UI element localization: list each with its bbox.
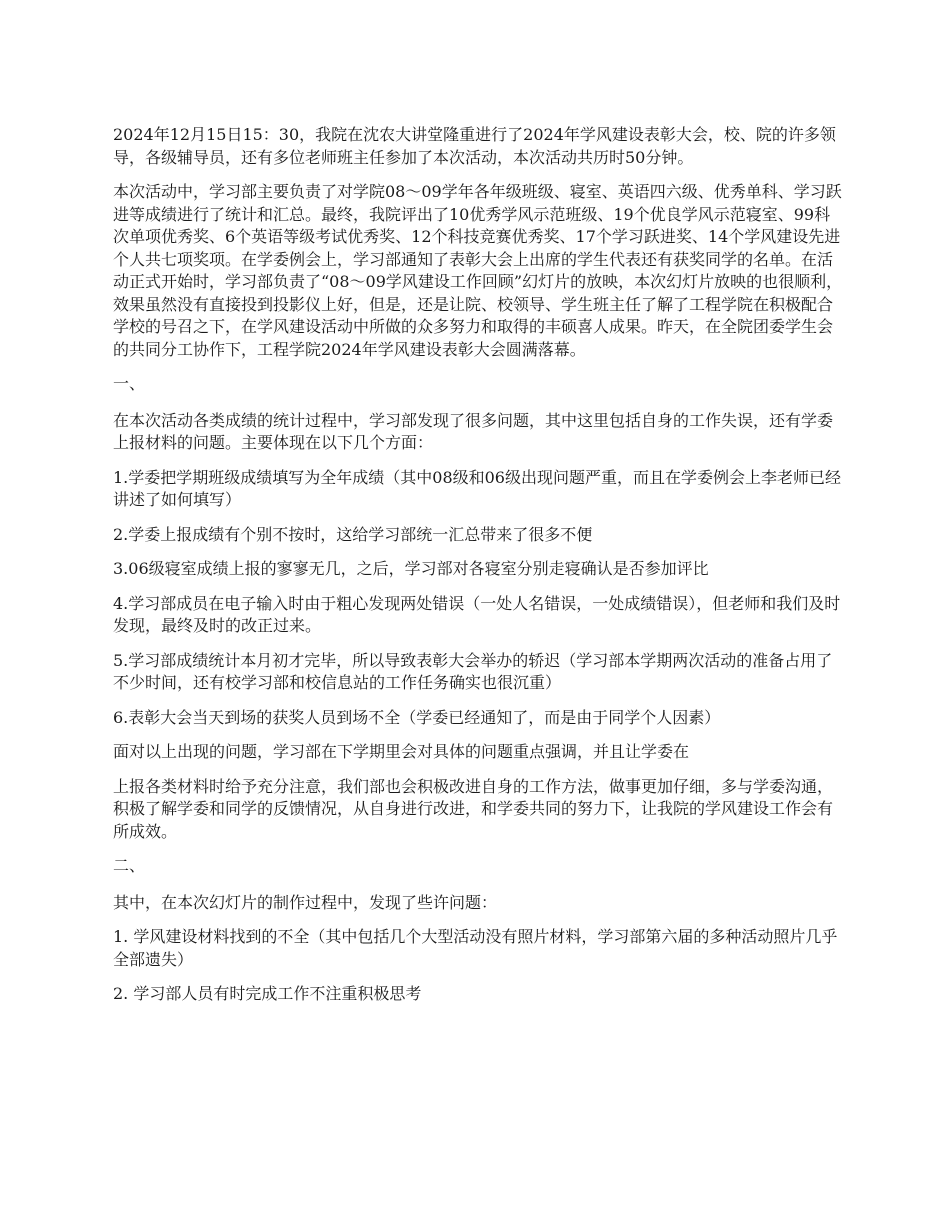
- list-item-problem-5: 5.学习部成绩统计本月初才完毕，所以导致表彰大会举办的轿迟（学习部本学期两次活动的准备占用了不少时间，还有校学习部和校信息站的工作任务确实也很沉重）: [113, 650, 833, 692]
- list-item-slides-2: 2. 学习部人员有时完成工作不注重积极思考: [113, 984, 422, 1003]
- paragraph-slides-intro: 其中，在本次幻灯片的制作过程中，发现了些许问题：: [113, 892, 498, 912]
- list-item-problem-1: 1.学委把学期班级成绩填写为全年成绩（其中08级和06级出现问题严重，而且在学委例会上李老师已经讲述了如何填写）: [113, 467, 841, 509]
- document-body: [113, 124, 843, 1018]
- list-item-problem-4: 4.学习部成员在电子输入时由于粗心发现两处错误（一处人名错误，一处成绩错误），但老师和我们及时发现，最终及时的改正过来。: [113, 593, 841, 635]
- paragraph-intro: 2024年12月15日15：30，我院在沈农大讲堂隆重进行了2024年学风建设表彰大会，校、院的许多领导，各级辅导员，还有多位老师班主任参加了本次活动，本次活动共历时50分钟。: [113, 125, 836, 167]
- paragraph-response: 面对以上出现的问题，学习部在下学期里会对具体的问题重点强调，并且让学委在: [113, 742, 690, 761]
- paragraph-activity-summary: 本次活动中，学习部主要负责了对学院08～09学年各年级班级、寝室、英语四六级、优秀单科、学习跃进等成绩进行了统计和汇总。最终，我院评出了10优秀学风示范班级、19个优良学风示范寝室、99科次单项优秀奖、6个英语等级考试优秀奖、12个科技竞赛优秀奖、17个学习跃进奖、14个学风建设先进个人共七项奖项。在学委例会上，学习部通知了表彰大会上出席的学生代表还有获奖同学的名单。在活动正式开始时，学习部负责了“08～09学风建设工作回顾”幻灯片的放映，本次幻灯片放映的也很顺利，效果虽然没有直接投到投影仪上好，但是，还是让院、校领导、学生班主任了解了工程学院在积极配合学校的号召之下，在学风建设活动中所做的众多努力和取得的丰硕喜人成果。昨天，在全院团委学生会的共同分工协作下，工程学院2024年学风建设表彰大会圆满落幕。: [113, 182, 843, 359]
- list-item-problem-3: 3.06级寝室成绩上报的寥寥无几，之后，学习部对各寝室分别走寝确认是否参加评比: [113, 559, 709, 578]
- list-item-slides-1: 1. 学风建设材料找到的不全（其中包括几个大型活动没有照片材料，学习部第六届的多种活动照片几乎全部遗失）: [113, 927, 838, 969]
- list-item-problem-6: 6.表彰大会当天到场的获奖人员到场不全（学委已经通知了，而是由于同学个人因素）: [113, 707, 721, 727]
- paragraph-improvement: 上报各类材料时给予充分注意，我们部也会积极改进自身的工作方法，做事更加仔细，多与学委沟通，积极了解学委和同学的反馈情况，从自身进行改进，和学委共同的努力下，让我院的学风建设工作会有所成效。: [113, 776, 834, 841]
- section-heading-two: 二、: [113, 856, 146, 875]
- list-item-problem-2: 2.学委上报成绩有个别不按时，这给学习部统一汇总带来了很多不便: [113, 524, 593, 544]
- section-heading-one: 一、: [113, 374, 146, 393]
- paragraph-problems-intro: 在本次活动各类成绩的统计过程中，学习部发现了很多问题，其中这里包括自身的工作失误，还有学委上报材料的问题。主要体现在以下几个方面：: [113, 410, 834, 452]
